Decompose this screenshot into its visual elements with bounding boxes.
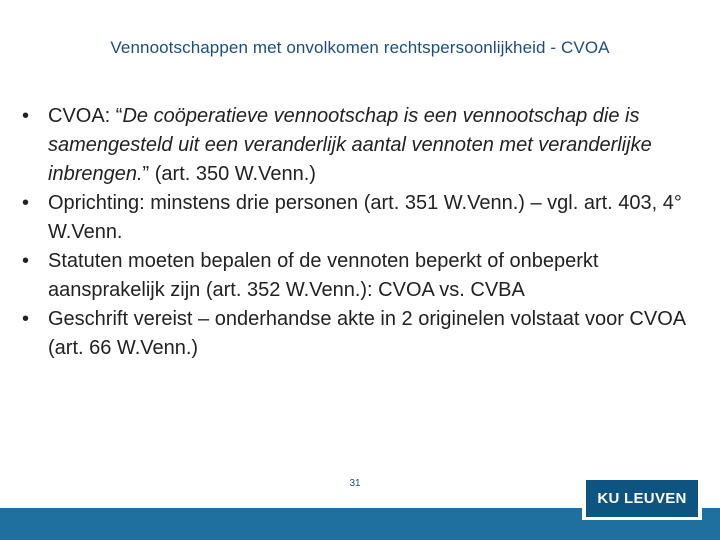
slide-title: Vennootschappen met onvolkomen rechtspersoonlijkheid - CVOA — [110, 38, 610, 57]
bullet-suffix: ” (art. 350 W.Venn.) — [142, 163, 316, 185]
bullet-text: Statuten moeten bepalen of de vennoten beperkt of onbeperkt aansprakelijk zijn (art. 352 W.Venn.): CVOA vs. CVBA — [48, 250, 599, 301]
bullet-item-definition — [22, 102, 702, 189]
page-number: 31 — [349, 478, 361, 489]
bullet-marker: • — [22, 105, 30, 127]
bullet-item-statuten — [22, 247, 702, 305]
bullet-list — [22, 102, 702, 363]
bullet-text: Oprichting: minstens drie personen (art. 351 W.Venn.) – vgl. art. 403, 4° W.Venn. — [48, 192, 682, 243]
bullet-item-geschrift — [22, 305, 702, 363]
bullet-prefix: CVOA: “ — [48, 105, 123, 127]
bullet-item-oprichting — [22, 189, 702, 247]
bullet-quote: De coöperatieve vennootschap is een vennootschap die is samengesteld uit een veranderlijk aantal vennoten met veranderlijke inbrengen. — [48, 105, 652, 185]
bullet-text: Geschrift vereist – onderhandse akte in 2 originelen volstaat voor CVOA (art. 66 W.Venn.) — [48, 308, 686, 359]
bullet-text — [48, 105, 652, 185]
bullet-marker: • — [22, 192, 30, 214]
ku-leuven-logo: KU LEUVEN — [586, 480, 698, 517]
bullet-marker: • — [22, 308, 30, 330]
bullet-marker: • — [22, 250, 30, 272]
